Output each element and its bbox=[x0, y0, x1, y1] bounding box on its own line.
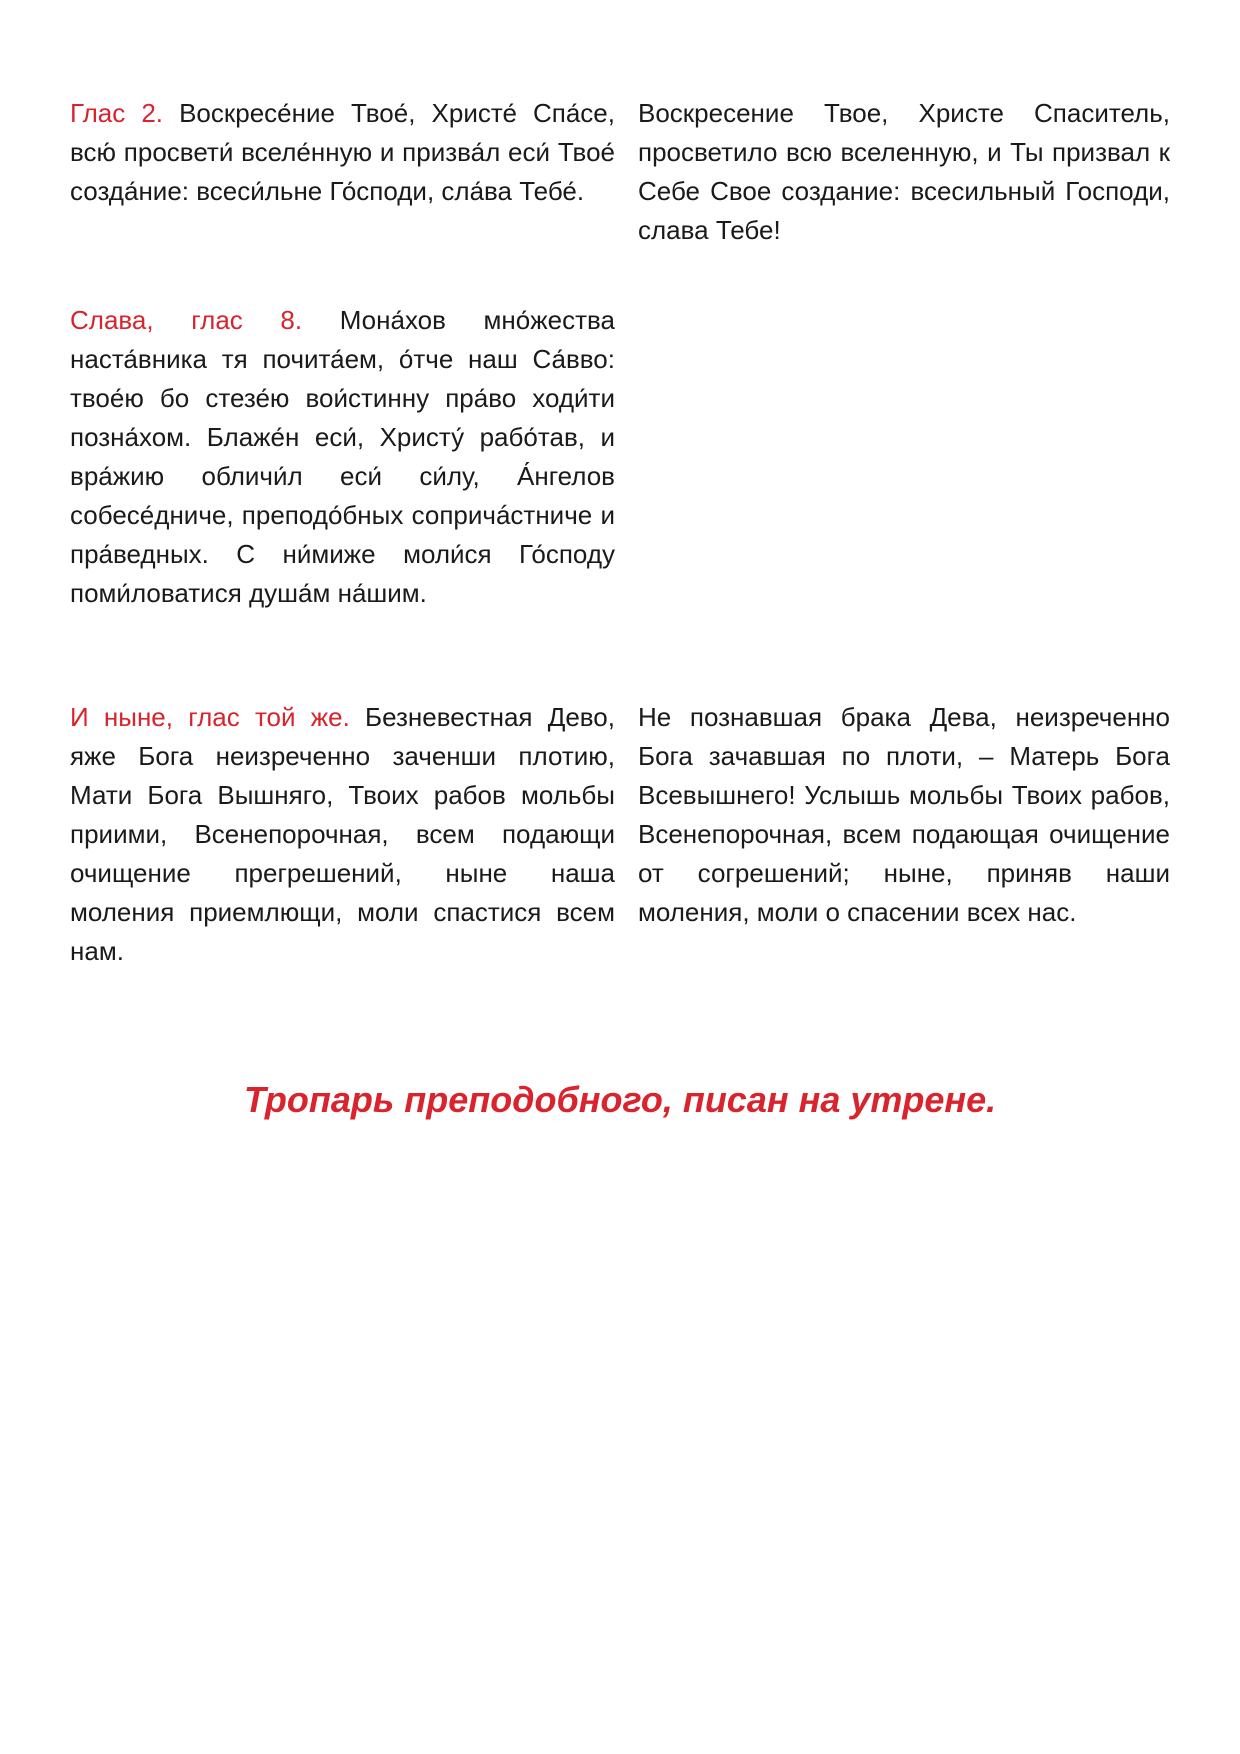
section-heading: Тропарь преподобного, писан на утрене. bbox=[243, 1079, 997, 1120]
block-1-church-slavonic bbox=[70, 94, 615, 211]
block-2-text: Мона́хов мно́жества наста́вника тя почита́ем, о́тче наш Са́вво: твое́ю бо стезе́ю вои́стинну пра́во ходи́ти позна́хом. Блаже́н еси́, Христу́ рабо́тав, и вра́жию обличи́л еси́ си́лу, А́нгелов собесе́дниче, преподо́бных сопричáстниче и пра́ведных. С ни́миже моли́ся Го́споду поми́ловатися душа́м на́шим. bbox=[70, 305, 615, 608]
block-2-church-slavonic bbox=[70, 301, 615, 613]
block-3-label: И ныне, глас той же. bbox=[70, 702, 350, 732]
block-1-label: Глас 2. bbox=[70, 98, 164, 128]
block-3-russian-translation: Не познавшая брака Дева, неизреченно Бога зачавшая по плоти, – Матерь Бога Всевышнего! Услышь мольбы Твоих рабов, Всенепорочная, всем подающая очищение от согрешений; ныне, приняв наши моления, моли о спасении всех нас. bbox=[638, 702, 1170, 927]
block-3-text: Безневестная Дево, яже Бога неизреченно заченши плотию, Мати Бога Вышняго, Твоих рабов мольбы приими, Всенепорочная, всем подающи очищение прегрешений, ныне наша моления приемлющи, моли спастися всем нам. bbox=[70, 702, 615, 966]
block-2-label: Слава, глас 8. bbox=[70, 305, 303, 335]
block-1-text: Воскресе́ние Твое́, Христе́ Спа́се, всю́ просвети́ вселе́нную и призва́л еси́ Твое́ созда́ние: всеси́льне Го́споди, сла́ва Тебе́. bbox=[70, 98, 615, 206]
block-3-church-slavonic bbox=[70, 698, 615, 971]
block-1-russian-translation: Воскресение Твое, Христе Спаситель, просветило всю вселенную, и Ты призвал к Себе Свое создание: всесильный Господи, слава Тебе! bbox=[638, 98, 1170, 245]
